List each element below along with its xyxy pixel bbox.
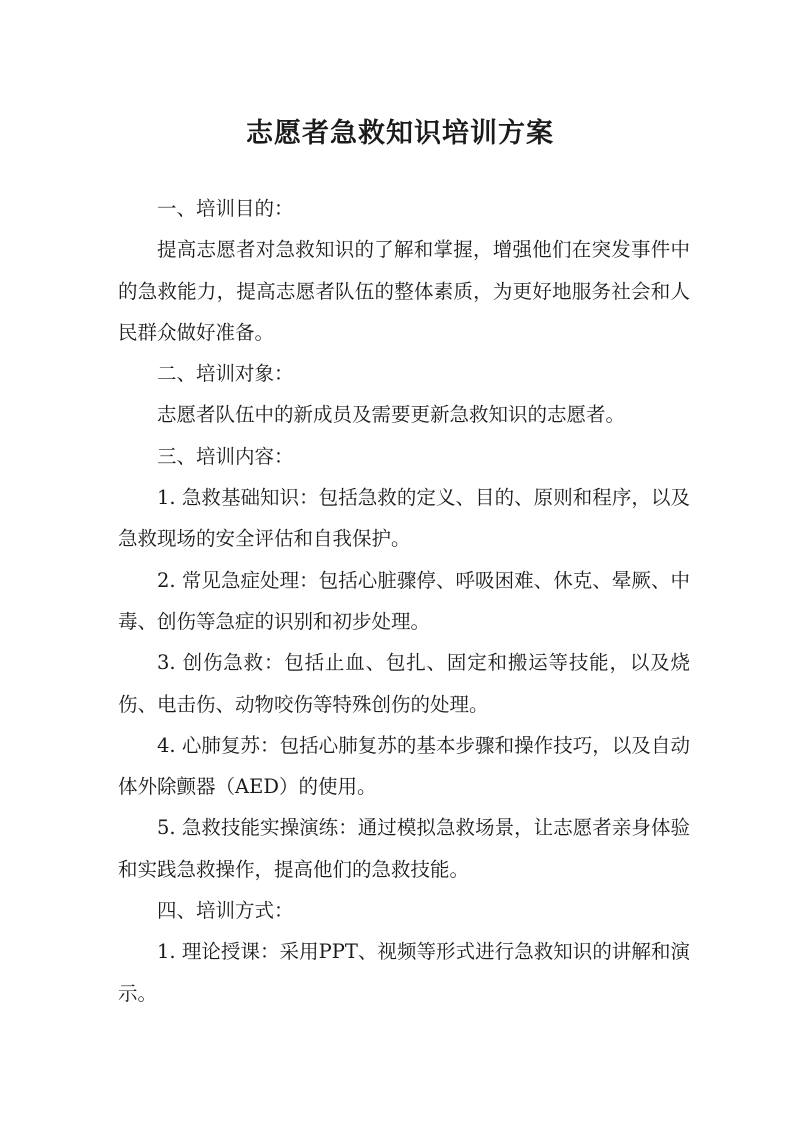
document-body: [118, 188, 690, 1014]
content-item-3: 3. 创伤急救：包括止血、包扎、固定和搬运等技能，以及烧伤、电击伤、动物咬伤等特殊创伤的处理。: [118, 651, 690, 716]
content-item-4: 4. 心肺复苏：包括心肺复苏的基本步骤和操作技巧，以及自动体外除颤器（AED）的使用。: [118, 733, 690, 799]
paragraph-training-purpose: 提高志愿者对急救知识的了解和掌握，增强他们在突发事件中的急救能力，提高志愿者队伍的整体素质，为更好地服务社会和人民群众做好准备。: [118, 238, 690, 344]
paragraph-training-target: 志愿者队伍中的新成员及需要更新急救知识的志愿者。: [157, 403, 626, 427]
heading-training-content: 三、培训内容：: [157, 444, 294, 468]
heading-training-method: 四、培训方式：: [157, 899, 294, 923]
content-item-1: 1. 急救基础知识：包括急救的定义、目的、原则和程序，以及急救现场的安全评估和自我保护。: [118, 486, 690, 551]
heading-training-target: 二、培训对象：: [157, 362, 294, 386]
content-item-5: 5. 急救技能实操演练：通过模拟急救场景，让志愿者亲身体验和实践急救操作，提高他们的急救技能。: [118, 816, 690, 881]
content-item-2: 2. 常见急症处理：包括心脏骤停、呼吸困难、休克、晕厥、中毒、创伤等急症的识别和初步处理。: [118, 568, 690, 633]
heading-training-purpose: 一、培训目的：: [157, 197, 294, 220]
method-item-1: 1. 理论授课：采用PPT、视频等形式进行急救知识的讲解和演示。: [118, 940, 690, 1005]
document-title: 志愿者急救知识培训方案: [246, 118, 554, 150]
